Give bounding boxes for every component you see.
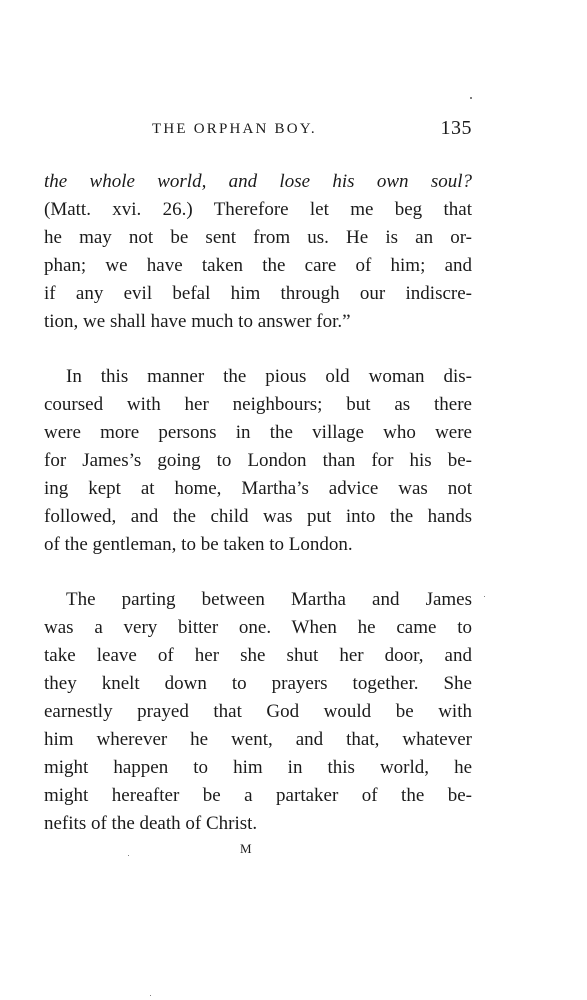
page-number: 135 (440, 117, 472, 139)
text-line: phan; we have taken the care of him; and (44, 255, 472, 276)
text-line: In this manner the pious old woman dis- (66, 366, 472, 387)
text-line: were more persons in the village who were (44, 422, 472, 443)
text-line: take leave of her she shut her door, and (44, 645, 472, 666)
paragraph-2 (44, 363, 472, 559)
paragraph-3 (44, 586, 472, 838)
paper-speck (484, 596, 485, 597)
running-head (44, 117, 472, 147)
text-line: coursed with her neighbours; but as there (44, 394, 472, 415)
paper-speck (150, 995, 151, 996)
text-line: for James’s going to London than for his be- (44, 450, 472, 471)
text-line: was a very bitter one. When he came to (44, 617, 472, 638)
running-title: THE ORPHAN BOY. (152, 121, 317, 137)
text-line: him wherever he went, and that, whatever (44, 729, 472, 750)
text-line: might happen to him in this world, he (44, 757, 472, 778)
paragraph-1 (44, 168, 472, 336)
paper-speck (470, 97, 472, 99)
paper-speck (128, 855, 129, 856)
text-line: if any evil befal him through our indiscre- (44, 283, 472, 304)
text-line: of the gentleman, to be taken to London. (44, 534, 353, 555)
text-line: tion, we shall have much to answer for.” (44, 311, 351, 332)
text-line: might hereafter be a partaker of the be- (44, 785, 472, 806)
text-line: The parting between Martha and James (66, 589, 472, 610)
text-line: nefits of the death of Christ. (44, 813, 258, 834)
text-line: earnestly prayed that God would be with (44, 701, 472, 722)
text-line: he may not be sent from us. He is an or- (44, 227, 472, 248)
text-line: followed, and the child was put into the hands (44, 506, 472, 527)
text-line: (Matt. xvi. 26.) Therefore let me beg that (44, 199, 472, 220)
text-line: ing kept at home, Martha’s advice was not (44, 478, 472, 499)
text-line: the whole world, and lose his own soul? (44, 171, 472, 192)
text-line: they knelt down to prayers together. She (44, 673, 472, 694)
signature-mark: M (240, 841, 252, 856)
